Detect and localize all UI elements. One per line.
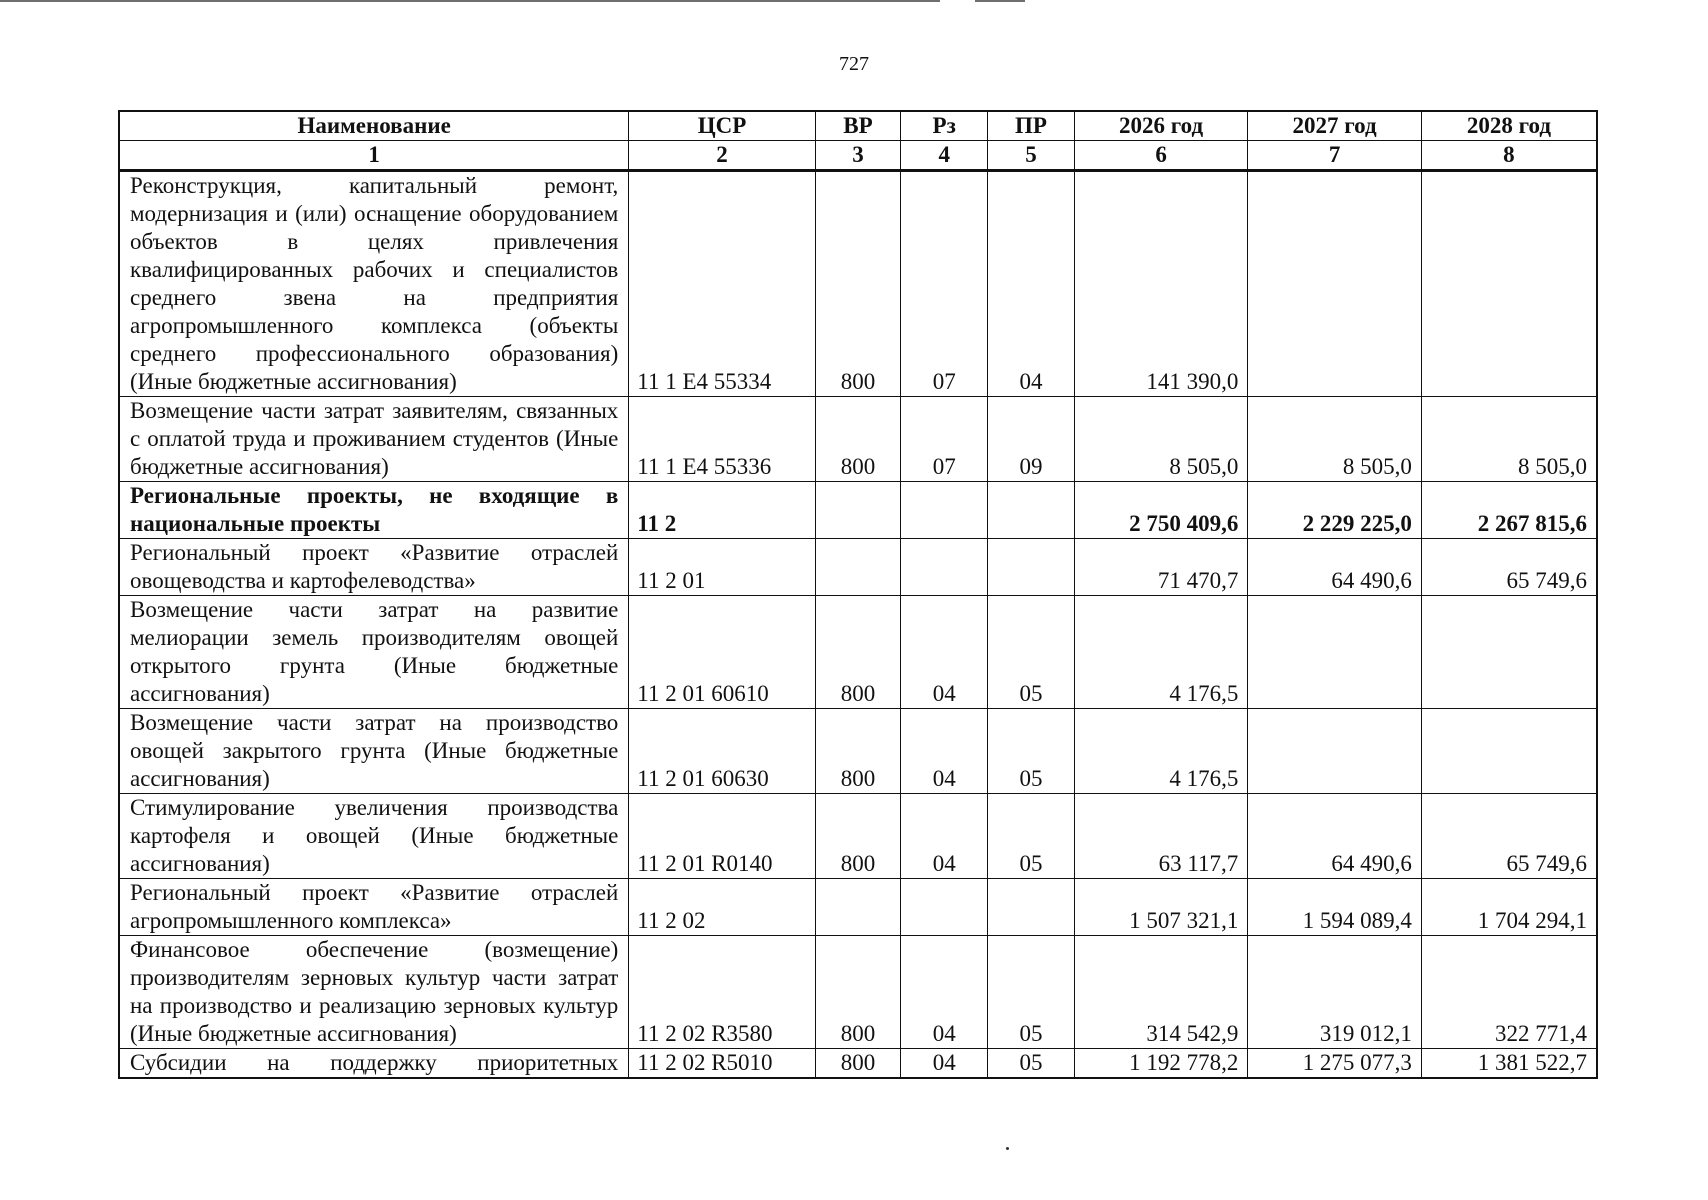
column-number: 4	[901, 141, 988, 171]
row-vr: 800	[815, 794, 901, 879]
scan-edge-line-short	[975, 0, 1025, 2]
table-row	[119, 397, 1597, 482]
row-name: Субсидии на поддержку приоритетных	[119, 1049, 629, 1079]
column-number: 2	[629, 141, 815, 171]
row-pr: 05	[988, 596, 1075, 709]
row-2027: 64 490,6	[1248, 794, 1422, 879]
row-csr: 11 1 Е4 55336	[629, 397, 815, 482]
header-row	[119, 111, 1597, 141]
row-rz	[901, 482, 988, 539]
row-2028	[1421, 596, 1597, 709]
row-2028	[1421, 709, 1597, 794]
budget-table	[118, 110, 1598, 1079]
row-rz: 04	[901, 936, 988, 1049]
row-rz: 07	[901, 397, 988, 482]
row-csr: 11 2 01 60630	[629, 709, 815, 794]
row-pr: 09	[988, 397, 1075, 482]
row-2028: 1 381 522,7	[1421, 1049, 1597, 1079]
column-number: 8	[1421, 141, 1597, 171]
header-csr: ЦСР	[629, 111, 815, 141]
row-name: Возмещение части затрат на производство овощей закрытого грунта (Иные бюджетные ассигнования)	[119, 709, 629, 794]
column-number: 3	[815, 141, 901, 171]
row-2027: 319 012,1	[1248, 936, 1422, 1049]
table-row	[119, 879, 1597, 936]
row-pr: 04	[988, 171, 1075, 397]
row-name: Возмещение части затрат на развитие мелиорации земель производителям овощей открытого грунта (Иные бюджетные ассигнования)	[119, 596, 629, 709]
row-vr: 800	[815, 596, 901, 709]
column-number-row	[119, 141, 1597, 171]
row-2028: 1 704 294,1	[1421, 879, 1597, 936]
header-2028: 2028 год	[1421, 111, 1597, 141]
row-vr: 800	[815, 171, 901, 397]
scan-edge-line	[0, 0, 940, 2]
table-row	[119, 596, 1597, 709]
header-2027: 2027 год	[1248, 111, 1422, 141]
row-2027: 2 229 225,0	[1248, 482, 1422, 539]
row-csr: 11 2 01	[629, 539, 815, 596]
row-2026: 4 176,5	[1074, 596, 1248, 709]
row-csr: 11 2 02 R5010	[629, 1049, 815, 1079]
row-rz: 04	[901, 794, 988, 879]
row-name: Реконструкция, капитальный ремонт, модернизация и (или) оснащение оборудованием объектов в целях привлечения квалифицированных рабочих и специалистов среднего звена на предприятия агропромышленного комплекса (объекты среднего профессионального образования) (Иные бюджетные ассигнования)	[119, 171, 629, 397]
column-number: 5	[988, 141, 1075, 171]
row-2026: 1 192 778,2	[1074, 1049, 1248, 1079]
row-rz: 04	[901, 596, 988, 709]
row-2028: 65 749,6	[1421, 794, 1597, 879]
column-number: 1	[119, 141, 629, 171]
row-2028: 322 771,4	[1421, 936, 1597, 1049]
row-vr	[815, 482, 901, 539]
row-vr: 800	[815, 397, 901, 482]
row-2027: 8 505,0	[1248, 397, 1422, 482]
header-pr: ПР	[988, 111, 1075, 141]
row-2026: 63 117,7	[1074, 794, 1248, 879]
row-2027	[1248, 171, 1422, 397]
row-2027	[1248, 709, 1422, 794]
row-2027	[1248, 596, 1422, 709]
row-2028: 65 749,6	[1421, 539, 1597, 596]
row-2026: 4 176,5	[1074, 709, 1248, 794]
row-pr: 05	[988, 709, 1075, 794]
row-2027: 1 275 077,3	[1248, 1049, 1422, 1079]
row-name: Возмещение части затрат заявителям, связанных с оплатой труда и проживанием студентов (Иные бюджетные ассигнования)	[119, 397, 629, 482]
row-2027: 1 594 089,4	[1248, 879, 1422, 936]
header-2026: 2026 год	[1074, 111, 1248, 141]
header-vr: ВР	[815, 111, 901, 141]
row-pr: 05	[988, 1049, 1075, 1079]
row-csr: 11 2	[629, 482, 815, 539]
row-csr: 11 2 01 R0140	[629, 794, 815, 879]
row-rz: 04	[901, 1049, 988, 1079]
table-row	[119, 709, 1597, 794]
row-rz	[901, 879, 988, 936]
row-csr: 11 2 02	[629, 879, 815, 936]
row-name: Финансовое обеспечение (возмещение) производителям зерновых культур части затрат на производство и реализацию зерновых культур (Иные бюджетные ассигнования)	[119, 936, 629, 1049]
row-2026: 1 507 321,1	[1074, 879, 1248, 936]
table-row	[119, 171, 1597, 397]
row-vr: 800	[815, 936, 901, 1049]
row-vr	[815, 879, 901, 936]
row-pr: 05	[988, 794, 1075, 879]
table-row-section	[119, 482, 1597, 539]
row-pr: 05	[988, 936, 1075, 1049]
row-vr: 800	[815, 709, 901, 794]
row-2026: 71 470,7	[1074, 539, 1248, 596]
row-name: Стимулирование увеличения производства картофеля и овощей (Иные бюджетные ассигнования)	[119, 794, 629, 879]
row-2026: 314 542,9	[1074, 936, 1248, 1049]
table-row	[119, 794, 1597, 879]
row-2028: 8 505,0	[1421, 397, 1597, 482]
scan-speck	[1006, 1147, 1009, 1150]
column-number: 7	[1248, 141, 1422, 171]
row-rz	[901, 539, 988, 596]
row-vr: 800	[815, 1049, 901, 1079]
row-rz: 04	[901, 709, 988, 794]
row-rz: 07	[901, 171, 988, 397]
row-pr	[988, 482, 1075, 539]
row-2026: 2 750 409,6	[1074, 482, 1248, 539]
header-rz: Рз	[901, 111, 988, 141]
table-row	[119, 539, 1597, 596]
row-csr: 11 1 Е4 55334	[629, 171, 815, 397]
column-number: 6	[1074, 141, 1248, 171]
page-number: 727	[839, 53, 869, 75]
row-name: Региональный проект «Развитие отраслей агропромышленного комплекса»	[119, 879, 629, 936]
row-2028: 2 267 815,6	[1421, 482, 1597, 539]
row-2028	[1421, 171, 1597, 397]
row-name: Региональный проект «Развитие отраслей овощеводства и картофелеводства»	[119, 539, 629, 596]
row-2026: 141 390,0	[1074, 171, 1248, 397]
row-pr	[988, 539, 1075, 596]
row-csr: 11 2 02 R3580	[629, 936, 815, 1049]
row-2026: 8 505,0	[1074, 397, 1248, 482]
header-name: Наименование	[119, 111, 629, 141]
table-row	[119, 1049, 1597, 1079]
row-vr	[815, 539, 901, 596]
row-name: Региональные проекты, не входящие в национальные проекты	[119, 482, 629, 539]
table-row	[119, 936, 1597, 1049]
row-2027: 64 490,6	[1248, 539, 1422, 596]
row-pr	[988, 879, 1075, 936]
row-csr: 11 2 01 60610	[629, 596, 815, 709]
